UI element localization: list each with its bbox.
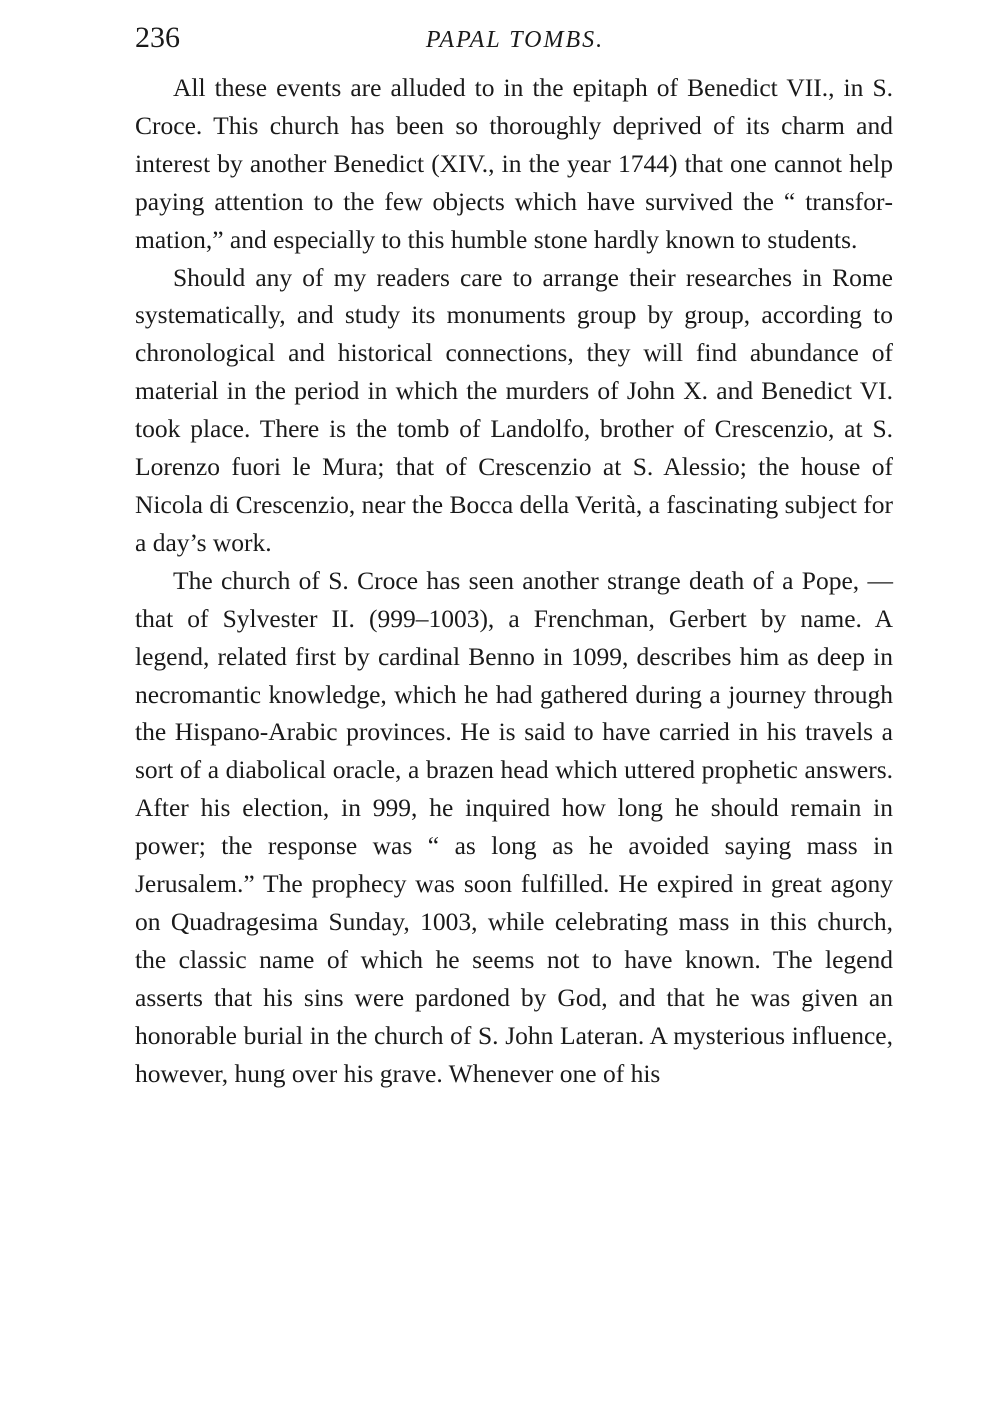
paragraph-epitaph: All these events are alluded to in the epitaph of Benedict VII., in S. Croce. This church has been so thoroughly deprived of its charm and interest by another Benedict (XIV., in the year 1744) that one cannot help paying attention to the few objects which have survived the “ transformation,” and especially to this humble stone hardly known to students.	[135, 73, 893, 254]
running-title: PAPAL TOMBS.	[425, 27, 605, 53]
paragraph-researches: Should any of my readers care to arrange their researches in Rome systematically, and study its monuments group by group, according to chronological and historical connections, they will find abundance of material in the period in which the murders of John X. and Benedict VI. took place. There is the tomb of Landolfo, brother of Crescenzio, at S. Lorenzo fuori le Mura; that of Crescenzio at S. Alessio; the house of Nicola di Crescenzio, near the Bocca della Verità, a fascinating subject for a day’s work.	[135, 262, 893, 557]
paragraph-sylvester: The church of S. Croce has seen another strange death of a Pope, — that of Sylvester II. (999–1003), a Frenchman, Gerbert by name. A legend, related first by cardinal Benno in 1099, describes him as deep in necromantic knowledge, which he had gathered during a journey through the Hispano-Arabic provinces. He is said to have carried in his travels a sort of a diabolical oracle, a brazen head which uttered prophetic answers. After his election, in 999, he inquired how long he should remain in power; the response was “ as long as he avoided saying mass in Jerusalem.” The prophecy was soon fulfilled. He expired in great agony on Quadragesima Sunday, 1003, while celebrating mass in this church, the classic name of which he seems not to have known. The legend asserts that his sins were pardoned by God, and that he was given an honorable burial in the church of S. John Lateran. A mysterious influence, however, hung over his grave. Whenever one of his	[135, 565, 893, 1088]
page-header	[135, 18, 895, 58]
body-text	[135, 69, 893, 1092]
page-number: 236	[135, 21, 180, 54]
